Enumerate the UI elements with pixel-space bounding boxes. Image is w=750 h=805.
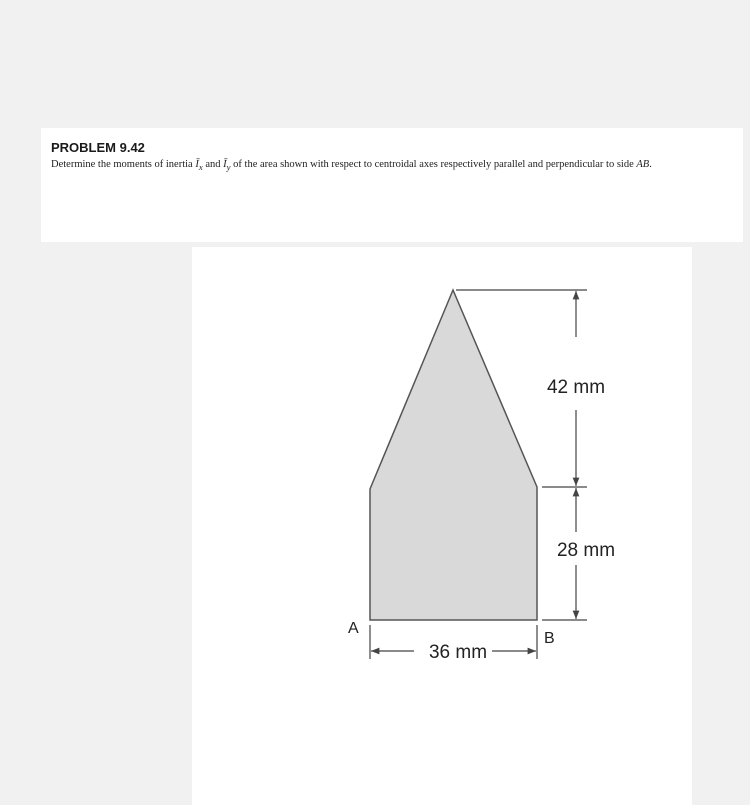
figure-panel [192,247,692,805]
point-a-label: A [348,620,359,637]
problem-text-part2: of the area shown with respect to centroidal axes respectively parallel and perpendicular to side [230,159,637,170]
dimension-36mm: 36 mm [428,642,488,663]
composite-area-shape [370,290,537,620]
dimension-28mm: 28 mm [556,540,616,561]
area-figure [192,247,692,805]
iy-symbol: Ī [223,159,227,170]
problem-statement [41,128,743,242]
side-label: AB [636,159,650,170]
problem-text-part1: Determine the moments of inertia [51,159,196,170]
point-b-label: B [544,630,555,647]
dimension-42mm: 42 mm [546,377,606,398]
ix-symbol: Ī [195,159,199,170]
problem-text [51,157,711,175]
problem-title: PROBLEM 9.42 [51,140,145,155]
problem-text-and: and [202,159,224,170]
ix-subscript: x [198,162,203,173]
iy-subscript: y [226,162,231,173]
problem-text-end: . [649,159,652,170]
